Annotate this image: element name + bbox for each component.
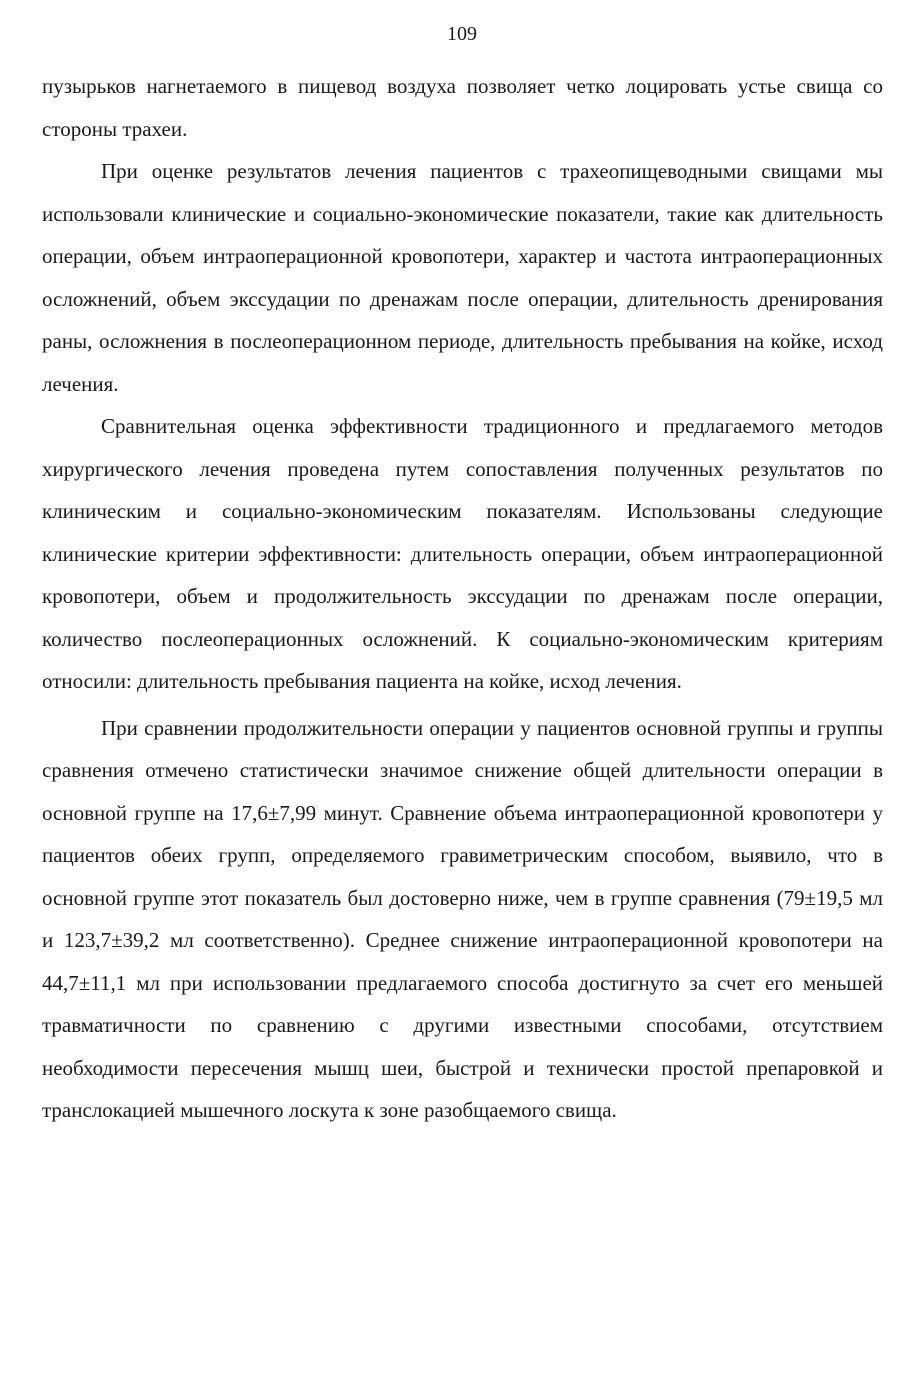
paragraph-continuation: пузырьков нагнетаемого в пищевод воздуха позволяет четко лоцировать устье свища со стороны трахеи. bbox=[42, 74, 883, 141]
page-number: 109 bbox=[447, 23, 477, 45]
paragraph-operation-duration: При сравнении продолжительности операции у пациентов основной группы и группы сравнения отмечено статистически значимое снижение общей длительности операции в основной группе на 17,6±7,99 минут. Сравнение объема интраоперационной кровопотери у пациентов обеих групп, определяемого гравиметрическим способом, выявило, что в основной группе этот показатель был достоверно ниже, чем в группе сравнения (79±19,5 мл и 123,7±39,2 мл соответственно). Среднее снижение интраоперационной кровопотери на 44,7±11,1 мл при использовании предлагаемого способа достигнуто за счет его меньшей травматичности по сравнению с другими известными способами, отсутствием необходимости пересечения мышц шеи, быстрой и технически простой препаровкой и транслокацией мышечного лоскута к зоне разобщаемого свища. bbox=[42, 715, 883, 1122]
paragraph-comparative-assessment: Сравнительная оценка эффективности традиционного и предлагаемого методов хирургического лечения проведена путем сопоставления полученных результатов по клиническим и социально-экономическим показателям. Использованы следующие клинические критерии эффективности: длительность операции, объем интраоперационной кровопотери, объем и продолжительность экссудации по дренажам после операции, количество послеоперационных осложнений. К социально-экономическим критериям относили: длительность пребывания пациента на койке, исход лечения. bbox=[42, 414, 883, 693]
paragraph-evaluation-criteria: При оценке результатов лечения пациентов с трахеопищеводными свищами мы использовали клинические и социально-экономические показатели, такие как длительность операции, объем интраоперационной кровопотери, характер и частота интраоперационных осложнений, объем экссудации по дренажам после операции, длительность дренирования раны, осложнения в послеоперационном периоде, длительность пребывания на койке, исход лечения. bbox=[42, 159, 883, 396]
document-body bbox=[42, 65, 883, 1132]
